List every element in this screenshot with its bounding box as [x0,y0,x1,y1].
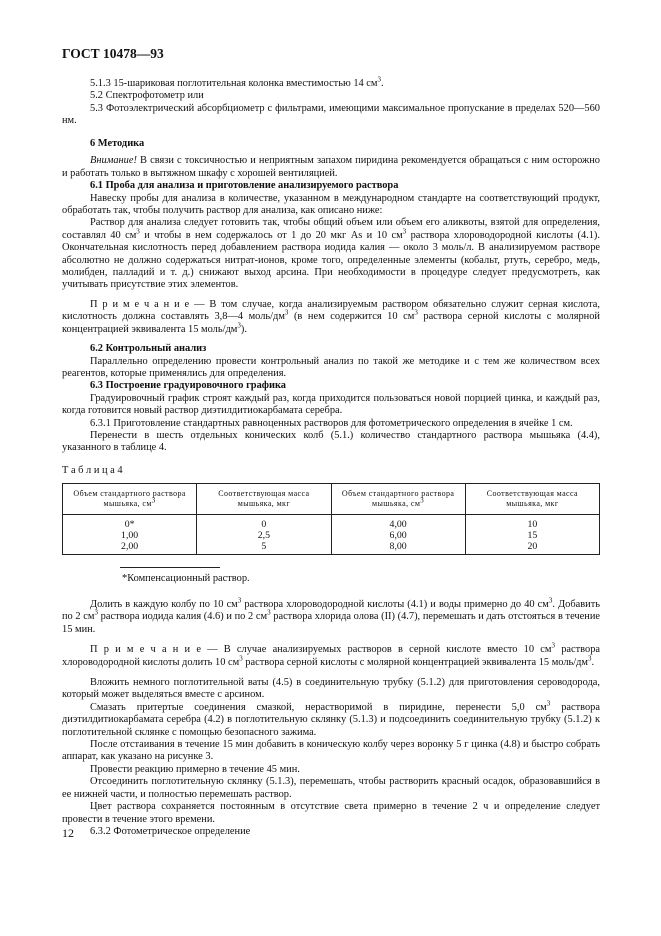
table-row [63,530,600,541]
procedure-paragraph-4: После отстаивания в течение 15 мин добавить в коническую колбу через воронку 5 г цинка (4.8) и быстро собрать аппарат, как указано на рисунке 3. [62,739,600,763]
section-6-3-1-title: 6.3.1 Приготовление стандартных равноценных растворов для фотометрического определения в ячейке 1 см. [90,417,573,429]
table-cell: 6,00 [331,530,465,541]
procedure-paragraph-3: Смазать притертые соединения смазкой, нерастворимой в пиридине, перенести 5,0 $см^3$ раствора диэтилдитиокарбамата серебра (4.2) в поглотительную склянку (5.1.3) и подсоединить соединительную трубку (5.1.2) к поглотительной склянке с помощью безопасного зажима. [62,699,600,738]
item-5-1-3: 5.1.3 15-шариковая поглотительная колонка вместимостью 14 $см^3$. [90,75,384,89]
table-cell: 10 [465,515,599,531]
table-header-cell: Объем стандартного раствора мышьяка, $см^3$ [331,484,465,515]
section-6-3-2-title: 6.3.2 Фотометрическое определение [90,825,251,837]
table-cell: 2,00 [63,541,197,555]
procedure-paragraph-1: Долить в каждую колбу по 10 $см^3$ раствора хлороводородной кислоты (4.1) и воды примерно до 40 $см^3$. Добавить по 2 $см^3$ раствора иодида калия (4.6) и по 2 $см^3$ раствора хлорида олова (II) (4.7), перемешать и дать отстояться в течение 15 мин. [62,596,600,635]
note-2: П р и м е ч а н и е — В случае анализируемых растворов в серной кислоте вместо 10 $см^3$ раствора хлороводородной кислоты долить 10 $см^3$ раствора серной кислоты с молярной концентрацией эквивалента 15 моль/$дм^3$. [62,641,600,668]
section-6 [62,138,600,455]
table-4-caption: Т а б л и ц а 4 [62,465,123,476]
table-cell: 5 [197,541,331,555]
footnote-divider [120,567,220,568]
page-number: 12 [62,826,74,840]
warning-paragraph: Внимание! В связи с токсичностью и неприятным запахом пиридина рекомендуется обращаться с ним осторожно и работать только в вытяжном шкафу с хорошей вентиляцией. [62,155,600,179]
table-cell: 8,00 [331,541,465,555]
section-6-3-1-paragraph: Перенести в шесть отдельных конических колб (5.1.) количество стандартного раствора мышьяка (4.4), указанного в таблице 4. [62,429,600,454]
table-cell: 15 [465,530,599,541]
procedure-paragraph-5: Провести реакцию примерно в течение 45 мин. [90,763,300,775]
section-6-3-title: 6.3 Построение градуировочного графика [90,380,286,392]
table-header-cell: Соответствующая масса мышьяка, мкг [465,484,599,515]
table-header-cell: Соответствующая масса мышьяка, мкг [197,484,331,515]
table-cell: 0* [63,515,197,531]
section-6-2-paragraph: Параллельно определению провести контрольный анализ по такой же методике и с тем же количеством всех реагентов, которые применялись для определения. [62,355,600,379]
item-5-3: 5.3 Фотоэлектрический абсорбциометр с фильтрами, имеющими максимальное пропускание в пределах 520—560 нм. [62,102,600,127]
table-row [63,515,600,531]
document-header: ГОСТ 10478—93 [62,46,164,61]
table-footnote: *Компенсационный раствор. [122,573,250,584]
section-6-1-paragraph-1: Навеску пробы для анализа в количестве, указанном в международном стандарте на соответствующий продукт, обработать так, чтобы получить раствор для анализа, как описано ниже: [62,192,600,217]
equipment-list [62,75,600,128]
table-cell: 20 [465,541,599,555]
table-row [63,541,600,555]
note-1: П р и м е ч а н и е — В том случае, когда анализируемым раствором обязательно служит серная кислота, кислотность должна составлять 3,8—4 моль/$дм^3$ (в нем содержится 10 $см^3$ раствора серной кислоты с молярной концентрацией эквивалента 15 моль/$дм^3$). [62,298,600,335]
section-6-2-title: 6.2 Контрольный анализ [90,343,207,355]
table-cell: 1,00 [63,530,197,541]
section-6-1-title: 6.1 Проба для анализа и приготовление анализируемого раствора [90,180,399,192]
section-6-1-paragraph-2: Раствор для анализа следует готовить так, чтобы общий объем или объем его аликвоты, взятой для определения, составлял 40 $см^3$ и чтобы в нем содержалось от 1 до 20 мкг As и 10 $см^3$ раствора хлороводородной кислоты (4.1). Окончательная кислотность перед добавлением раствора иодида калия — около 3 моль/л. В анализируемом растворе абсолютно не должно содержаться нитрат-ионов, кроме того, определенные элементы (кобальт, ртуть, серебро, медь, молибден, палладий и т. д.) снижают выход арсина. При необходимости в процедуре следует предусмотреть, как учитывать присутствие этих элементов. [62,217,600,291]
table-header-cell: Объем стандартного раствора мышьяка, $см^3$ [63,484,197,515]
table-cell: 2,5 [197,530,331,541]
item-5-2: 5.2 Спектрофотометр или [90,90,204,102]
procedure-paragraph-7: Цвет раствора сохраняется постоянным в отсутствие света примерно в течение 2 ч и определение следует провести в течение этого времени. [62,801,600,825]
section-6-title: 6 Методика [90,138,145,149]
procedure-continuation [62,596,600,838]
table-cell: 4,00 [331,515,465,531]
table-header-row [63,484,600,515]
table-cell: 0 [197,515,331,531]
procedure-paragraph-2: Вложить немного поглотительной ваты (4.5) в соединительную трубку (5.1.2) для приготовления сероводорода, который может выделяться вместе с арсином. [62,677,600,701]
procedure-paragraph-6: Отсоединить поглотительную склянку (5.1.3), перемешать, чтобы растворить красный осадок, образовавшийся в ее нижней части, и полностью перемешать раствор. [62,776,600,800]
table-4 [62,483,600,555]
section-6-3-paragraph: Градуировочный график строят каждый раз, когда приходится пользоваться новой порцией цинка, и каждый раз, когда готовится новый раствор диэтилдитиокарбамата серебра. [62,392,600,417]
